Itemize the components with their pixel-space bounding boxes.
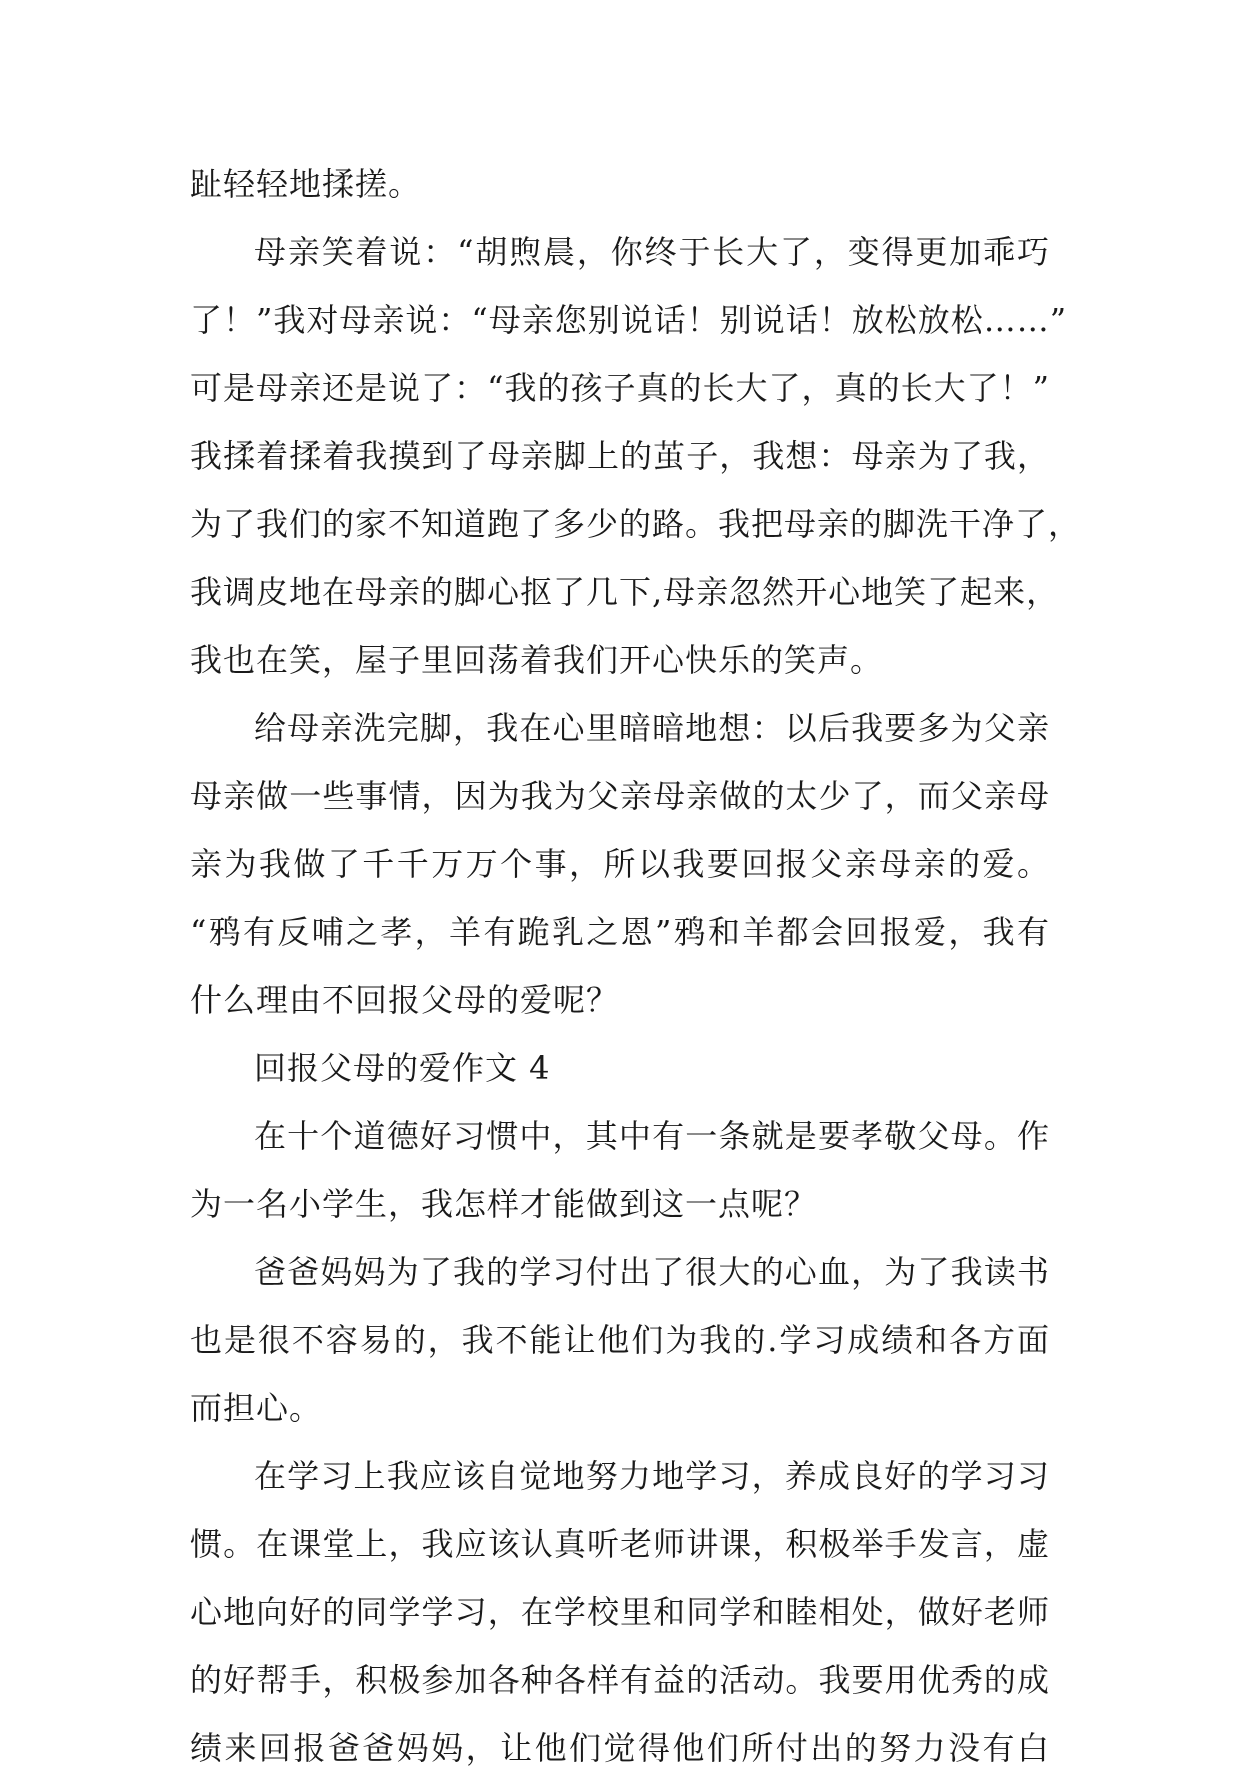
paragraph-line: 在学习上我应该自觉地努力地学习，养成良好的学习习 [254, 1457, 1050, 1495]
paragraph-line: 母亲笑着说：“胡煦晨，你终于长大了，变得更加乖巧 [254, 233, 1050, 271]
paragraph-line: “鸦有反哺之孝，羊有跪乳之恩”鸦和羊都会回报爱，我有 [190, 913, 1050, 951]
paragraph-line: 我也在笑，屋子里回荡着我们开心快乐的笑声。 [190, 641, 884, 679]
paragraph-line: 惯。在课堂上，我应该认真听老师讲课，积极举手发言，虚 [190, 1525, 1050, 1563]
paragraph-line: 在十个道德好习惯中，其中有一条就是要孝敬父母。作 [254, 1117, 1050, 1155]
paragraph-line: 心地向好的同学学习，在学校里和同学和睦相处，做好老师 [190, 1593, 1050, 1631]
paragraph-line: 什么理由不回报父母的爱呢？ [190, 981, 620, 1019]
paragraph-line: 的好帮手，积极参加各种各样有益的活动。我要用优秀的成 [190, 1661, 1050, 1699]
paragraph-line: 绩来回报爸爸妈妈，让他们觉得他们所付出的努力没有白 [190, 1729, 1050, 1767]
paragraph-line: 也是很不容易的，我不能让他们为我的.学习成绩和各方面 [190, 1321, 1050, 1359]
paragraph-line: 为了我们的家不知道跑了多少的路。我把母亲的脚洗干净了， [190, 505, 1082, 543]
section-heading: 回报父母的爱作文 4 [254, 1049, 551, 1087]
paragraph-line: 可是母亲还是说了：“我的孩子真的长大了，真的长大了！” [190, 369, 1050, 407]
paragraph-line: 了！”我对母亲说：“母亲您别说话！别说话！放松放松……” [190, 301, 1068, 339]
text-body [190, 150, 1082, 1782]
paragraph-line: 母亲做一些事情，因为我为父亲母亲做的太少了，而父亲母 [190, 777, 1050, 815]
paragraph-line: 我揉着揉着我摸到了母亲脚上的茧子，我想：母亲为了我， [190, 437, 1050, 475]
paragraph-line: 而担心。 [190, 1389, 323, 1427]
paragraph-line: 我调皮地在母亲的脚心抠了几下,母亲忽然开心地笑了起来， [190, 573, 1060, 611]
paragraph-line: 为一名小学生，我怎样才能做到这一点呢？ [190, 1185, 818, 1223]
paragraph-line: 给母亲洗完脚，我在心里暗暗地想：以后我要多为父亲 [254, 709, 1050, 747]
paragraph-line: 趾轻轻地揉搓。 [190, 165, 422, 203]
paragraph-line: 亲为我做了千千万万个事，所以我要回报父亲母亲的爱。 [190, 845, 1050, 883]
paragraph-line: 爸爸妈妈为了我的学习付出了很大的心血，为了我读书 [254, 1253, 1050, 1291]
